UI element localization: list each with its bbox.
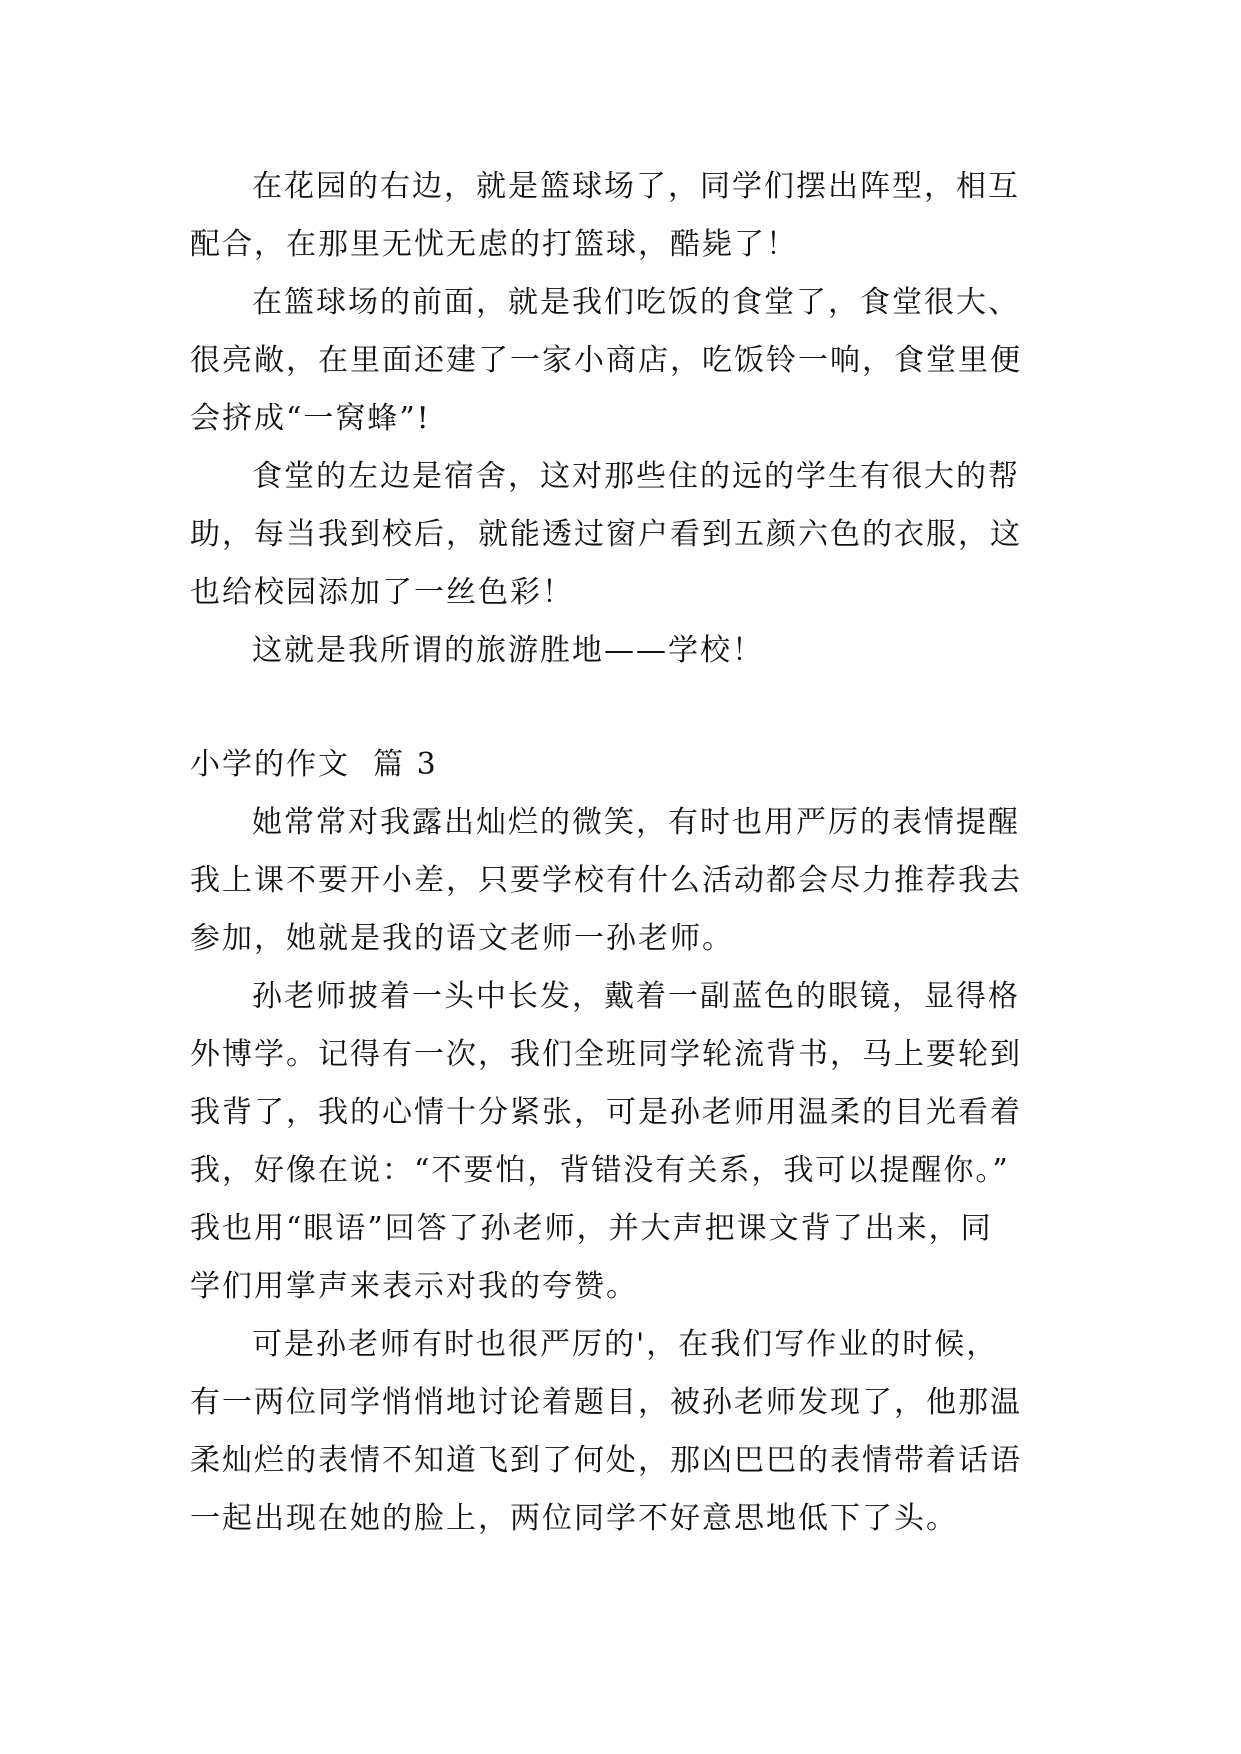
paragraph-line: 一起出现在她的脸上，两位同学不好意思地低下了头。 bbox=[190, 1501, 958, 1536]
paragraph-line: 学们用掌声来表示对我的夸赞。 bbox=[190, 1269, 638, 1304]
paragraph-line: 我上课不要开小差，只要学校有什么活动都会尽力推荐我去 bbox=[190, 863, 1022, 898]
paragraph-line: 我，好像在说：“不要怕，背错没有关系，我可以提醒你。” bbox=[190, 1153, 1010, 1188]
paragraph-line: 我也用“眼语”回答了孙老师，并大声把课文背了出来，同 bbox=[190, 1211, 993, 1246]
paragraph-line: 这就是我所谓的旅游胜地——学校！ bbox=[252, 633, 764, 668]
paragraph-line: 会挤成“一窝蜂”! bbox=[190, 401, 431, 436]
paragraph-line: 在篮球场的前面，就是我们吃饭的食堂了，食堂很大、 bbox=[252, 285, 1020, 320]
paragraph-line: 可是孙老师有时也很严厉的'，在我们写作业的时候， bbox=[252, 1327, 999, 1362]
paragraph-line: 食堂的左边是宿舍，这对那些住的远的学生有很大的帮 bbox=[252, 459, 1020, 494]
paragraph-line: 我背了，我的心情十分紧张，可是孙老师用温柔的目光看着 bbox=[190, 1095, 1022, 1130]
paragraph-line: 有一两位同学悄悄地讨论着题目，被孙老师发现了，他那温 bbox=[190, 1385, 1022, 1420]
paragraph-line: 助，每当我到校后，就能透过窗户看到五颜六色的衣服，这 bbox=[190, 517, 1022, 552]
paragraph-line: 参加，她就是我的语文老师一孙老师。 bbox=[190, 921, 734, 956]
paragraph-line: 在花园的右边，就是篮球场了，同学们摆出阵型，相互 bbox=[252, 169, 1020, 204]
paragraph-line: 很亮敞，在里面还建了一家小商店，吃饭铃一响，食堂里便 bbox=[190, 343, 1022, 378]
paragraph-line: 外博学。记得有一次，我们全班同学轮流背书，马上要轮到 bbox=[190, 1037, 1022, 1072]
paragraph-line: 孙老师披着一头中长发，戴着一副蓝色的眼镜，显得格 bbox=[252, 979, 1020, 1014]
paragraph-line: 配合，在那里无忧无虑的打篮球，酷毙了！ bbox=[190, 227, 798, 262]
paragraph-line: 柔灿烂的表情不知道飞到了何处，那凶巴巴的表情带着话语 bbox=[190, 1443, 1022, 1478]
paragraph-line: 也给校园添加了一丝色彩！ bbox=[190, 575, 574, 610]
section-heading: 小学的作文 篇 3 bbox=[190, 747, 438, 782]
paragraph-line: 她常常对我露出灿烂的微笑，有时也用严厉的表情提醒 bbox=[252, 805, 1020, 840]
